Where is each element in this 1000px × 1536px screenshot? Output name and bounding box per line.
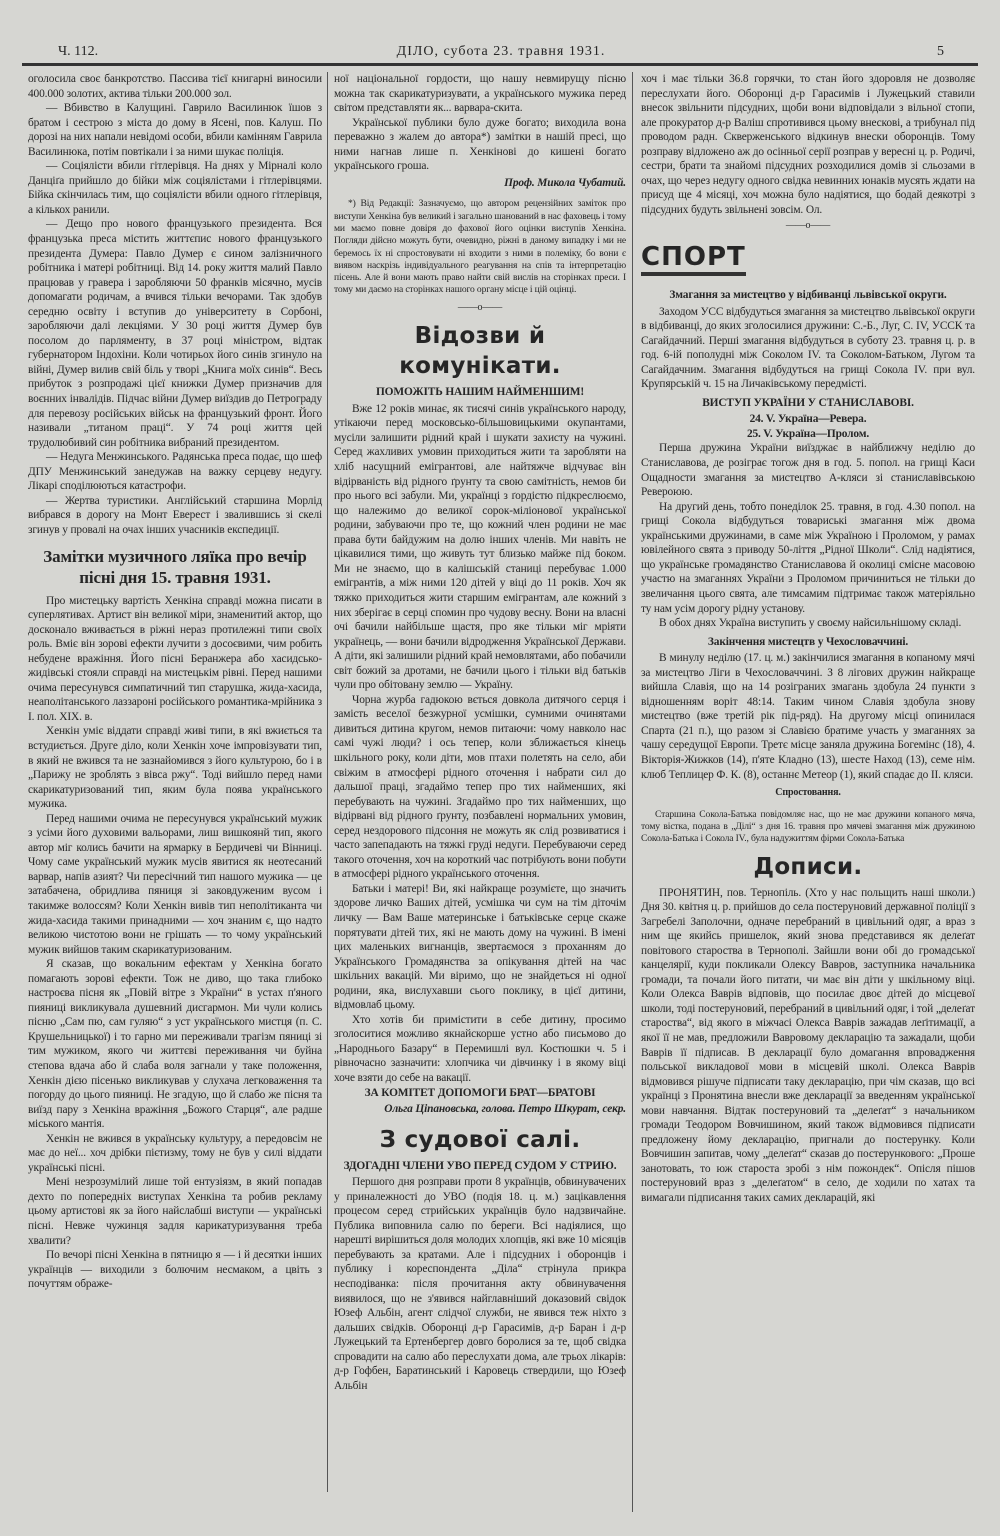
section-headline: З судової салі.: [379, 1126, 581, 1153]
paragraph: хоч і має тільки 36.8 горячки, то стан його здоровля не дозволяє переслухати його. Оборонці д-р Гарасимів і Лужецький ставили внесок звільнити підсудних, щоби вони відповідали з вільної стопи, але прокуратор д-р Валіш спротивився цьому внескові, а трибунал під проводом радн. Скверженського відкинув внески оборонців. Тому розправу відложено аж до осінньої серії розправ у вересні ц. р. Родичі, сестри, брати та знайомі підсудних розходилися домів зі сльозами в очах, що через недугу одного свідка невинних юнаків мусять ждати на присуд ще 4 місяці, хоч можна було надіятися, що бодай деякотрі з підсудних будуть звільнені зовсім. Ол.: [641, 73, 975, 216]
masthead-title: ДІЛО, субота 23. травня 1931.: [396, 44, 606, 59]
paragraph: Хенкін не вжився в українську культуру, а передовсім не має до неї... хоч дрібки пієтизму, тому не був у силі віддати українські пісні.: [28, 1132, 322, 1174]
sport-headline-text: СПОРТ: [641, 242, 746, 276]
signature: Проф. Микола Чубатий.: [504, 176, 626, 189]
column-2: [334, 72, 626, 1482]
page-header: [28, 44, 974, 62]
centered-line: 25. V. Україна—Пролом.: [746, 427, 870, 440]
header-rule: [22, 63, 978, 66]
article-headline: Замітки музичного ляїка про вечір пісні дня 15. травня 1931.: [43, 546, 307, 587]
footnote: Старшина Сокола-Батька повідомляє нас, що не має дружини копаного мяча, тому вістка, подана в „Ділі“ з дня 16. травня про мячеві змагання між дружиною Сокола-Батька і Сокола IV., була надужиттям фірми Сокола-Батька: [641, 808, 975, 845]
section-headline: Дописи.: [753, 853, 863, 880]
paragraph: ПРОНЯТИН, пов. Тернопіль. (Хто у нас польщить наші школи.) Дня 30. квітня ц. р. прийшов до села постеруновий державної поліції з Загребелі Заполочни, одначе перебраний в цивільний одяг, а враз з ним ще якийсь пришелок, який знова представився як делеґат повітового староства в Тернополі. Зайшли вони обі до громадської канцелярії, куди покликали Олексу Вавров, заступника начальника громади, та почали його питати, чи має він діти у шкільному віці. Коли Олекса Ваврів відповів, що посилає двоє дітей до місцевої школи, тоді постеруновий, перебраний в цивільний одяг, і той „делеґат староства“, від якого в міжчасі Олекса Ваврів зажадав леґітимації, а якої її не мав, предложили Вавровому декларацію та зажадали, щоби Ваврів її підписав. В декларації було домагання впровадження польської викладової мови в місцевій школі. Олекса Ваврів відмовився рішуче підписати таку декларацію, при чім сказав, що всі українці з Пронятина внесли вже декларації за введенням української мови навчання. Відтак постеруновий та „делеґат“ з начальником громади Теодором Вовчишином, який також відмовився підписати предложену йому декларацію, пригнали до постерунку. Коли Вовчишин запитав, чому „делеґат“ сказав до постерункового: „Проше занотовать, то юж староста зробі з нім пожондек“. Опісля пішов постеруновий враз з „делеґатом“ в село, де ходили по хатах та вимагали підписання таких самих декларацій, які: [641, 886, 975, 1204]
subheadline: ЗДОГАДНІ ЧЛЕНИ УВО ПЕРЕД СУДОМ У СТРИЮ.: [343, 1159, 617, 1172]
paragraph: оголосила своє банкротство. Пассива тієї книгарні виносили 400.000 золотих, актива тільки 200.000 зол.: [28, 73, 322, 100]
ornament-divider: ——o——: [457, 301, 503, 313]
column-1: [28, 72, 322, 1492]
paragraph: На другий день, тобто понеділок 25. травня, в год. 4.30 попол. на грищі Сокола відбудуться товариські змагання між двома українськими дружинами, в саме між Україною і Проломом, у рамах ювілейного свята з приводу 50-ліття „Рідної Школи“. Слід надіятися, що українське громадянство Станиславова й околиці смісне масовою участю на змаганнях України з Проломом причиниться не тільки до звеличання цього свята, але тимсамим підтримає також матеріяльно ту нам усім дорогу рідну установу.: [641, 500, 975, 615]
paragraph: — Вбивство в Калущині. Гаврило Василинюк їшов з братом і сестрою з міста до дому в Ясені, пов. Калуш. По дорозі на них напали невідомі особи, вбили камінням Гаврила Василинюка, потім повтікали і за ними шукає поліція.: [28, 102, 322, 158]
paragraph: Перша дружина України виїзджає в найближчу неділю до Станиславова, де розіграє тогож дня в год. 5. попол. на грищі Каси Ощадности змагання за мистецтво А-кляси зі станиславівською Ревероюю.: [641, 442, 975, 499]
page-number: 5: [937, 44, 944, 59]
paragraph: — Соціялісти вбили гітлерівця. На днях у Мірналі коло Данціґа прийшло до бійки між соціялістами і гітлерівцями. Бійка скінчилась тим, що соціялісти вбили одного гітлерівця, а кількох ранили.: [28, 160, 322, 216]
paragraph: Вже 12 років минає, як тисячі синів українського народу, утікаючи перед московсько-більшовицькими окупантами, мусіли залишити рідний край і шукати захисту на чужині. Серед жахливих умовин приходиться жити та заробляти на хліб насущний емігрантові, але найтяжче відчуває він відірваність від рідного ґрунту та свою самітність, немов би про нього всі забули. Ми, українці з ґордістю підкреслюємо, що належимо до великої сорок-міліонової української родини, забуваючи про те, що кожний член родини не має права бути байдужим на долю інших членів. Ми навіть не цікавилися тими, що живуть тут близько майже під боком. Ми не знаємо, що в калішській станиці перебуває 1.000 емігрантів, а між ними 120 дітей у віці до 11 років. Хоч як тяжко приходиться жити старшим емігрантам, але кожний з них зберігає в серці спомин про чудову весну. Вони на власні очі бачили найбільше щастя, про яке тільки міг мріяти українець, — вони бачили відродження Української Держави. А діти, які залишили рідний край немовлятами, або побачили світ божий за дротами, не бачили цього і тільки від батьків чули про обітовану землю — Україну.: [334, 402, 626, 692]
column-divider: [632, 72, 633, 1512]
issue-number: Ч. 112.: [58, 44, 99, 59]
paragraph: — Недуга Менжинського. Радянська преса подає, що шеф ДПУ Менжинський занедужав на важку серцеву недугу. Лікарі споділюються катастрофи.: [28, 451, 322, 493]
subheadline: ВИСТУП УКРАЇНИ У СТАНИСЛАВОВІ.: [702, 396, 914, 409]
paragraph: Мені незрозумілий лише той ентузіязм, в який попадав дехто по попередніх виступах Хенкіна та робив рекламу цьому артистові як за його найслабші виступи — українські пісні. Невже чужинця задля карикатуризування треба хвалити?: [28, 1176, 322, 1247]
centered-line: ЗА КОМІТЕТ ДОПОМОГИ БРАТ—БРАТОВІ: [364, 1086, 596, 1099]
column-divider: [327, 72, 328, 1492]
paragraph: — Жертва туристики. Англійський старшина Морлід вибрався в дорогу на Монт Еверест і звалившись зі скелі згинув у провалі на очах інших учасників експедиції.: [28, 494, 322, 536]
small-heading: Спростовання.: [775, 787, 841, 799]
paragraph: Батьки і матері! Ви, які найкраще розумієте, що значить здорове личко Ваших дітей, усмішка чи сум на тім діточім личку — Вам Ваше материнське і батьківське серце скаже порятувати дітей тих, які не мають дому на чужині. В імені цих маленьких вигнанців, звертаємося з проханням до Українського Громадянства за опікування дітей на час шкільних вакацій. Ми віримо, що не знайдеться ні одної родини, яка, вислухавши сього поклику, в цієї дитини, відмовлаб цьому.: [334, 882, 626, 1012]
paragraph: Я сказав, що вокальним ефектам у Хенкіна богато помагають зорові ефекти. Тож не диво, що така глибоко настроєва пісня як „Повій вітре з України“ в устах п'яного пияниці викликувала душевний дисгармон. Ми чули колись пісню „Сам пю, сам гуляю“ з уст українського мистця (п. С. Крушельницької) і то гарно ми переживали трагізм пяниці зі тим мужиком, якого чи життєві переживання чи буйна степова вдача або й слаба воля загнали у таке положення, Хенкін дією пісенько викликував у слухача легковаження та погорду до цього пияниці. Не згадую, що й слабо же пісня та виїзд пару з Хенкіна вражіння „Божого Старця“, але радше міського мантія.: [28, 958, 322, 1131]
paragraph: Заходом УСС відбудуться змагання за мистецтво львівської округи в відбиванці, до яких зголосилися дружини: С.-Б., Луг, С. IV, УССК та Сагайдачний. Перші змагання відбудуться в суботу 23. травня ц. р. в год. 6-ій пополудні між Соколом IV. та Соколом-Батьком, Лугом та Сагайдачним. Змагання відбудуться на грищі Сокола IV. при вул. Крупярській ч. 15 на Личаківському передмісті.: [641, 305, 975, 391]
sport-section-headline: [641, 236, 975, 284]
paragraph: Хто хотів би примістити в себе дитину, просимо зголоситися можливо якнайскорше устно або письмово до „Народнього Базару“ в Перемишлі вул. Костюшки ч. 5 і рівночасно зазначити: хлопчика чи дівчинку і в якому віці хоче взяти до себе на вакації.: [334, 1013, 626, 1084]
paragraph: Першого дня розправи проти 8 українців, обвинувачених у приналежності до УВО (подія 18. ц. м.) зацікавлення процесом серед стрийських українців було надзвичайне. Публика виповнила салю по береги. Всі надіялися, що нарешті вирішиться доля молодих хлопців, які вже 10 місяців перебувають за кратами. Але і підсудних і оборонців і публику і кореспондента „Діла“ стрінула прикра несподіванка: після прочитання акту обвинувачення виявилося, що не з'явився найглавніший доказовий свідок Юзеф Альбін, агент слідчої служби, не явився теж ніхто з дальших свідків. Оборонці д-р Гарасимів, д-р Баран і д-р Лужецький та Ертенбергер довго боролися за те, щоб свідка спровадити на салю або переслухати дома, але трьох лікарів: д-р Гофбен, Баратинський і Каровець ствердили, що Юзеф Альбін: [334, 1176, 626, 1392]
signature: Ольга Ціпановська, голова. Петро Шкурат, секр.: [384, 1103, 626, 1116]
footnote: *) Від Редакції: Зазначуємо, що автором рецензійних заміток про виступи Хенкіна був великий і загально шанований в нас фаховець і тому ми маємо повне довіря до фахової його оцінки виступів Хенкіна. Погляди дійсно можуть бути, очевидно, ріжні в даному випадку і ми не беремось їх ні спростовувати ні входити з ними в полеміку, бо вони є виявом наскрізь індивідуального реагування на спів та інтерпретацію пісень. Але й вони мають право найти свій вислів на сторінках преси. І тому ми даємо на сторінках нашого органу місце і цій оцінці.: [334, 198, 626, 296]
paragraph: Хенкін уміє віддати справді живі типи, в які вжиється та встудиється. Друге діло, коли Хенкін хоче імпровізувати тип, в який не вжився та не зазнайомився з його культурою, бо і в „Парижу не зроблять з вівса ржу“. Тоді вийшло перед нами скарикатуризований тип, яким була поява українського мужика.: [28, 725, 322, 811]
paragraph: Перед нашими очима не пересунувся український мужик з усіми його духовими вальорами, лиш вишкоянй тип, якого автор міг колись бачити на ярмарку в Бердичеві чи Вінниці. Чому саме український мужик мусів явитися як неотесаний варвар, напів азият? Чи пересічний тип нашого мужика — це затабачена, обридлива пяниця зі заковдуженим вусом і такимже волоссям? Коли Хенкін вивів тип неполітиканта чи жида-хасида такими принадними — хоч знаним є, що надто великою чистотою вони не грішать — то чому український мужик вийшов таким скарикатуризованим.: [28, 812, 322, 956]
subheadline: ПОМОЖІТЬ НАШИМ НАЙМЕНШИМ!: [375, 386, 585, 399]
subheadline: Змагання за мистецтво у відбиванці львівської округи.: [669, 289, 947, 302]
paragraph: Про мистецьку вартість Хенкіна справді можна писати в суперлятивах. Артист він великої міри, знаменитий актор, що досконало вживається в ріжні нераз протилежні типи своїх роль. Вміє він зорові ефекти лучити з досоєвими, чим робить небудене вражіння. Його пісні Беранжера або хасидсько-жидівські стояли справді на мистецькім рівні. Перед нашими очима пересунувся симпатичний тип старушка, жида-хасида, неаполітанського лаззароні російського романтика-мрійника з І. пол. XIX. в.: [28, 594, 322, 723]
ornament-divider: ——o——: [785, 220, 831, 232]
paragraph: В обох днях Україна виступить у своєму найсильнішому складі.: [659, 617, 962, 630]
paragraph: По вечорі пісні Хенкіна в пятницю я — і й десятки інших українців — виходили з болючим несмаком, а цвіть з почуттям ображе-: [28, 1249, 322, 1291]
paragraph: Чорна журба гадюкою вється довкола дитячого серця і замість веселої безжурної усмішки, сумними очинятами дивиться дитина кругом, немов питаючи: чому навколо нас самі чужі люди? і ось тепер, коли зближається кінець шкільного року, коли діти, мов птахи полетять на село, аби свіжим в атмосфері рідного оточення і набрати сил до дальшої праці, згадаймо тепер про тих найменших, які перебувають на чужині. Згадаймо про тих найменших, що відірвані від рідного ґрунту, позбавлені нормальних умовин, серед нездорового підсоння не можуть як слід розвиватися і часто запепадають на тяжкі груді недуги. Перебуваючи серед такого оточення, хоч на короткий час потрібують вони побути в атмосфері рідного українського оточення.: [334, 693, 626, 881]
column-3: [641, 72, 975, 1512]
centered-line: 24. V. Україна—Ревера.: [749, 413, 867, 426]
paragraph: ної національної гордости, що нашу невмирущу пісню можна так скарикатуризувати, а українського мужика перед світом представляти як... варвара-скита.: [334, 73, 626, 115]
paragraph: В минулу неділю (17. ц. м.) закінчилися змагання в копаному мячі за мистецтво Ліги в Чехословаччині. З 8 лігових дружин найкраще вийшла Славія, що на 14 розіграних змагань здобула 24 пункти з відношенням воріт 48:14. Таким чином Славія здобула знову мистецтво (вже третій рік під-ряд). На другому місці опинилася Спарта (21 п.), що разом зі Славією братиме участь у змаганнях за чашу середущої Европи. Третє місце заняла дружина Богемінс (18), 4. Вікторія-Жижков (14), п'яте Кладно (13), шесте Наход (13), семе нім. клюб Теплицер Ф. К. (8), останнє Метеор (1), який спадає до II. кляси.: [641, 652, 975, 781]
subheadline: Закінчення мистецтв у Чехословаччині.: [707, 635, 909, 648]
paragraph: — Дещо про нового французького президента. Вся французька преса містить життєпис нового французького президента Думера: Павло Думер є сином залізничного робітника і матері робітниці. Від 14. року життя малий Павло працював у гравера і заробляючи 50 франків місячно, мусів допомагати родичам, а вчився тільки вечорами. Так здобув середню освіту і вступив до університету в Сорбоні, заробляючи далі лекціями. У 30 році життя Думер був посолом до парляменту, в 37 році міністром, відтак губернатором Індохіни. Коли чотирьох його синів згинуло на війні, Думер вилив свій біль у творі „Книга моїх синів“. Весь прибуток з розпродажі цієї книжки Думер призначив для воєнних інвалідів. Підчас війни Думер виїздив до Петрограду для перевозу російських військ на французький фронт. Його називали „титаном праці“. У 74 році життя цей трудолюбивий син робітника вибраний президентом.: [28, 218, 322, 449]
section-headline: Відозви й комунікати.: [399, 323, 561, 380]
paragraph: Української публики було дуже богато; виходила вона переважно з жалем до автора*) замітки в нашій пресі, що ними нагнав лише п. Хенкінові до кишені богато українського гроша.: [334, 116, 626, 173]
